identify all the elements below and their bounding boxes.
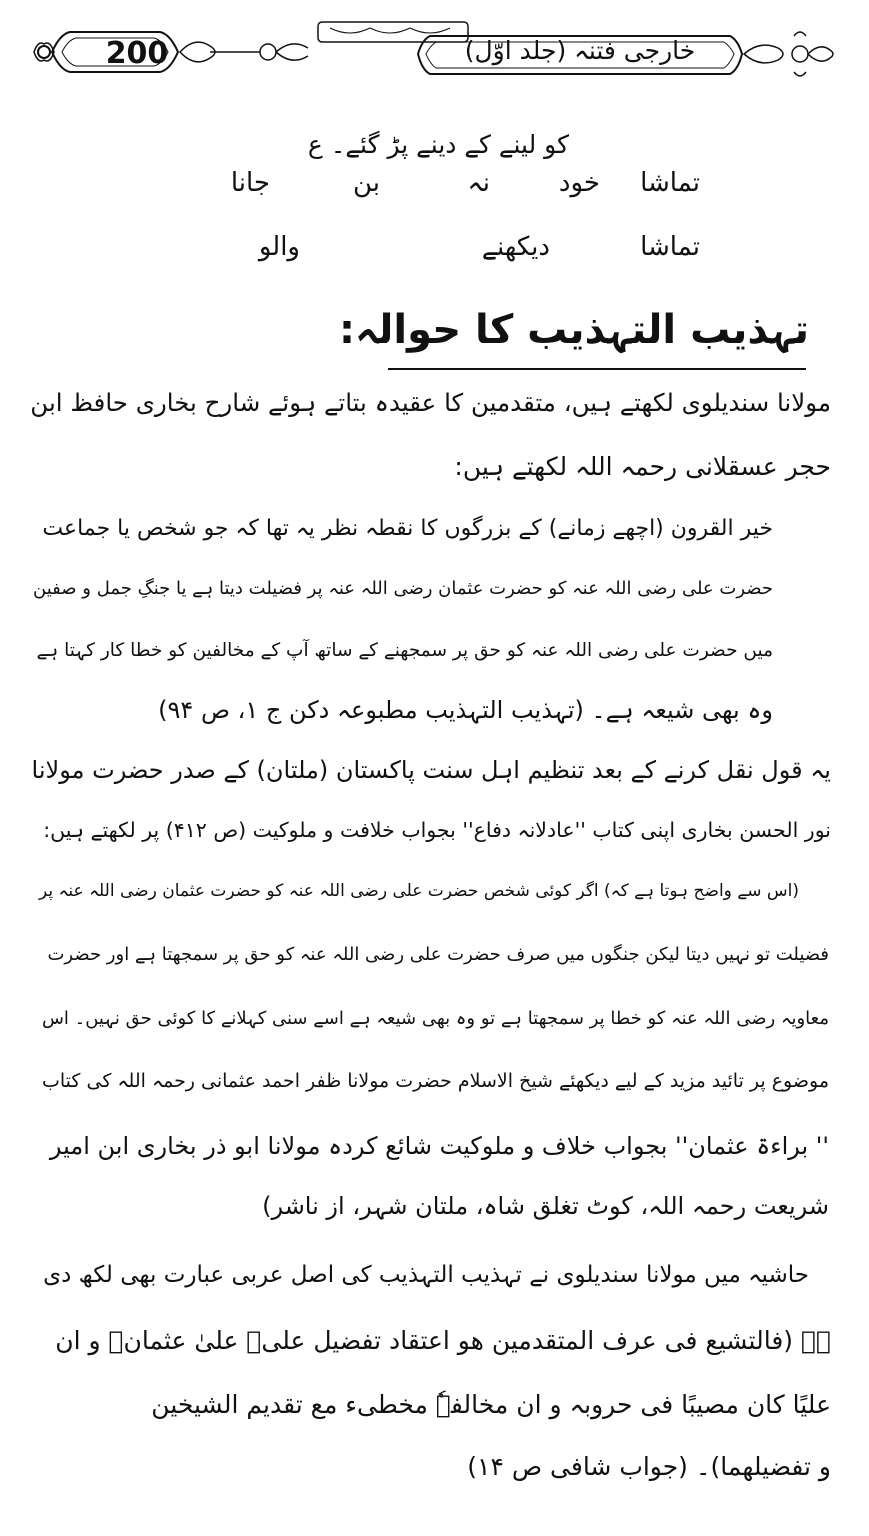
para3-line: علیًا کان مصیبًا فی حروبہ و ان مخالفہٗ مخطیء مع تقدیم الشیخین [151, 1390, 831, 1419]
intro-line: کو لینے کے دینے پڑ گئے۔ ع [307, 130, 569, 159]
quote1-line: میں حضرت علی رضی اللہ عنہ کو حق پر سمجھنے کے ساتھ آپ کے مخالفین کو خطا کار کہتا ہے [36, 640, 773, 661]
para3-line: ہے (فالتشیع فی عرف المتقدمین ھو اعتقاد تفضیل علیؓ علیٰ عثمانؓ و ان [55, 1326, 831, 1355]
verse-word: جانا [230, 168, 270, 198]
quote1-line: حضرت علی رضی اللہ عنہ کو حضرت عثمان رضی اللہ عنہ پر فضیلت دیتا ہے یا جنگِ جمل و صفین [33, 578, 773, 599]
quote1-line: خیر القرون (اچھے زمانے) کے بزرگوں کا نقطہ نظر یہ تھا کہ جو شخص یا جماعت [42, 516, 773, 541]
quote2-line: (اس سے واضح ہوتا ہے کہ) اگر کوئی شخص حضرت علی رضی اللہ عنہ کو حضرت عثمان رضی اللہ عنہ پر [38, 881, 799, 901]
running-title: خارجی فتنہ (جلد اوّل) [464, 36, 696, 65]
verse-word: والو [258, 232, 300, 262]
verse-line-2 [200, 232, 700, 276]
verse-word: خود [558, 168, 600, 198]
para3-line: حاشیہ میں مولانا سندیلوی نے تہذیب التہذیب کی اصل عربی عبارت بھی لکھ دی [43, 1262, 809, 1288]
verse-word: نہ [467, 168, 490, 198]
para2-line: نور الحسن بخاری اپنی کتاب ''عادلانہ دفاع'' بجواب خلافت و ملوکیت (ص ۴۱۲) پر لکھتے ہیں: [43, 818, 831, 842]
verse-line-1 [200, 168, 700, 212]
quote2-line: فضیلت تو نہیں دیتا لیکن جنگوں میں صرف حضرت علی رضی اللہ عنہ کو حق پر سمجھتا ہے اور حضرت [47, 944, 829, 965]
quote1-line: وہ بھی شیعہ ہے۔ (تہذیب التہذیب مطبوعہ دکن ج ۱، ص ۹۴) [158, 696, 773, 724]
page-header [30, 14, 840, 92]
quote2-line: معاویہ رضی اللہ عنہ کو خطا پر سمجھتا ہے تو وہ بھی شیعہ ہے اسے سنی کہلانے کا کوئی حق نہیں۔ اس [41, 1008, 829, 1029]
quote2-line: موضوع پر تائید مزید کے لیے دیکھئے شیخ الاسلام حضرت مولانا ظفر احمد عثمانی رحمہ اللہ کی کتاب [42, 1070, 829, 1092]
verse-word: تماشا [640, 232, 700, 262]
verse-word: دیکھنے [481, 232, 550, 262]
para2-line: یہ قول نقل کرنے کے بعد تنظیم اہل سنت پاکستان (ملتان) کے صدر حضرت مولانا [31, 756, 831, 784]
page-number: 200 [105, 36, 169, 71]
quote2-line: '' براءۃ عثمان'' بجواب خلاف و ملوکیت شائع کردہ مولانا ابو ذر بخاری ابن امیر [49, 1132, 829, 1160]
heading-underline [388, 368, 806, 370]
verse-word: بن [352, 168, 380, 198]
quote2-line: شریعت رحمہ اللہ، کوٹ تغلق شاہ، ملتان شہر، از ناشر) [262, 1192, 829, 1220]
para1-line: حجر عسقلانی رحمہ اللہ لکھتے ہیں: [454, 452, 831, 481]
verse-word: تماشا [640, 168, 700, 198]
section-heading: تہذیب التہذیب کا حوالہ: [338, 307, 809, 353]
para1-line: مولانا سندیلوی لکھتے ہیں، متقدمین کا عقیدہ بتاتے ہوئے شارح بخاری حافظ ابن [30, 388, 831, 417]
para3-line: و تفضیلھما)۔ (جواب شافی ص ۱۴) [467, 1452, 831, 1481]
